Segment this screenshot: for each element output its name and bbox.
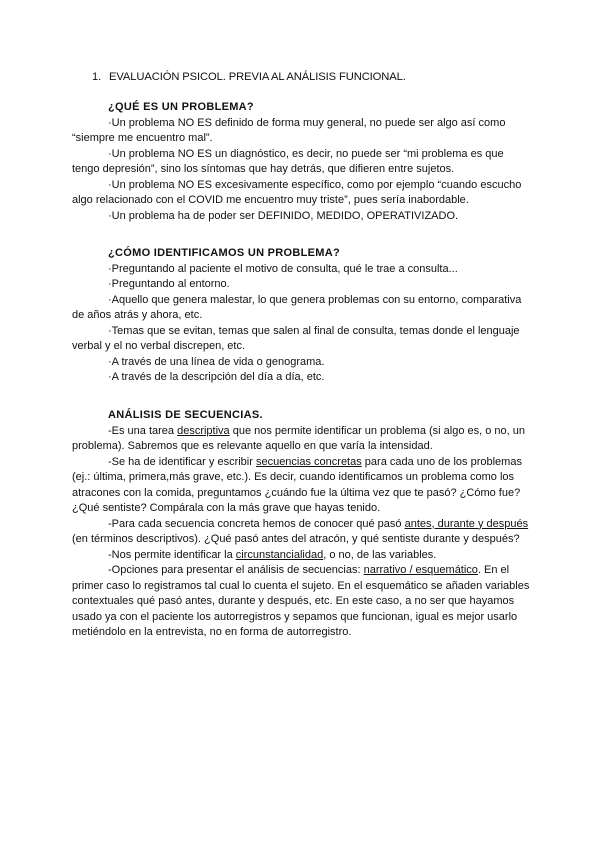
text-run: -Opciones para presentar el análisis de secuencias: xyxy=(108,564,364,576)
section-title xyxy=(92,71,406,83)
paragraph xyxy=(72,455,534,517)
subheading-analisis-secuencias: ANÁLISIS DE SECUENCIAS. xyxy=(108,409,263,421)
text-run: , o no, de las variables. xyxy=(323,548,437,561)
underlined-term: antes, durante y después xyxy=(404,517,529,530)
section-como-identificamos xyxy=(72,246,534,386)
paragraph xyxy=(72,563,534,641)
paragraph: ·A través de una línea de vida o genograma. xyxy=(108,355,325,368)
text-run: . En el primer caso lo registramos tal cual lo cuenta el sujeto. En el esquemático se añaden variables contextuales qué pasó antes, durante y después, etc. En este caso, a no ser que hayamos usado ya con el paciente los autorregistros y sepamos que funcionan, igual es mejor usarlo metiéndolo en la entrevista, no en forma de autorregistro. xyxy=(72,564,530,638)
paragraph xyxy=(72,517,534,548)
paragraph xyxy=(72,548,534,564)
paragraph: ·A través de la descripción del día a día, etc. xyxy=(108,371,325,383)
text-run: (en términos descriptivos). ¿Qué pasó antes del atracón, y qué sentiste durante y después? xyxy=(72,533,520,545)
paragraph: ·Preguntando al paciente el motivo de consulta, qué le trae a consulta... xyxy=(108,262,458,275)
text-run: -Se ha de identificar y escribir xyxy=(108,455,256,468)
underlined-term: narrativo / esquemático xyxy=(363,564,478,576)
underlined-term: secuencias concretas xyxy=(255,455,362,468)
section-que-es-problema xyxy=(72,100,534,224)
paragraph: ·Preguntando al entorno. xyxy=(108,278,230,290)
text-run: -Nos permite identificar la xyxy=(108,548,236,561)
text-run: -Para cada secuencia concreta hemos de conocer qué pasó xyxy=(108,517,405,530)
section-title-text: EVALUACIÓN PSICOL. PREVIA AL ANÁLISIS FUNCIONAL. xyxy=(109,71,406,83)
paragraph xyxy=(72,424,534,455)
paragraph: ·Temas que se evitan, temas que salen al final de consulta, temas donde el lenguaje verbal y el no verbal discrepen, etc. xyxy=(72,324,520,352)
text-run: para cada uno de los problemas (ej.: última, primera,más grave, etc.). Es decir, cuando identificamos un problema como los atracones con la comida, preguntamos ¿cuándo fue la última vez que te pasó? ¿Cómo fue? ¿Qué sentiste? Compárala con la más grave que hayas tenido. xyxy=(72,455,522,514)
paragraph: ·Un problema NO ES un diagnóstico, es decir, no puede ser “mi problema es que tengo depresión”, sino los síntomas que hay detrás, que difieren entre sujetos. xyxy=(72,147,504,175)
section-number: 1. xyxy=(92,71,102,83)
paragraph: ·Un problema NO ES excesivamente específico, como por ejemplo “cuando escucho algo relacionado con el COVID me encuentro muy triste”, pues sería inabordable. xyxy=(72,178,522,206)
subheading-que-es-problema: ¿QUÉ ES UN PROBLEMA? xyxy=(108,101,254,113)
text-run: -Es una tarea xyxy=(108,424,178,437)
paragraph: ·Aquello que genera malestar, lo que genera problemas con su entorno, comparativa de años atrás y ahora, etc. xyxy=(72,293,522,321)
section-analisis-secuencias xyxy=(72,408,534,641)
paragraph: ·Un problema ha de poder ser DEFINIDO, MEDIDO, OPERATIVIZADO. xyxy=(108,209,459,222)
paragraph: ·Un problema NO ES definido de forma muy general, no puede ser algo así como “siempre me encuentro mal”. xyxy=(72,116,506,144)
subheading-como-identificamos: ¿CÓMO IDENTIFICAMOS UN PROBLEMA? xyxy=(108,247,341,259)
text-run: que nos permite identificar un problema (si algo es, o no, un problema). Sabremos que es relevante aquello en que varía la intensidad. xyxy=(72,424,526,452)
underlined-term: circunstancialidad xyxy=(235,548,324,561)
underlined-term: descriptiva xyxy=(177,424,230,437)
